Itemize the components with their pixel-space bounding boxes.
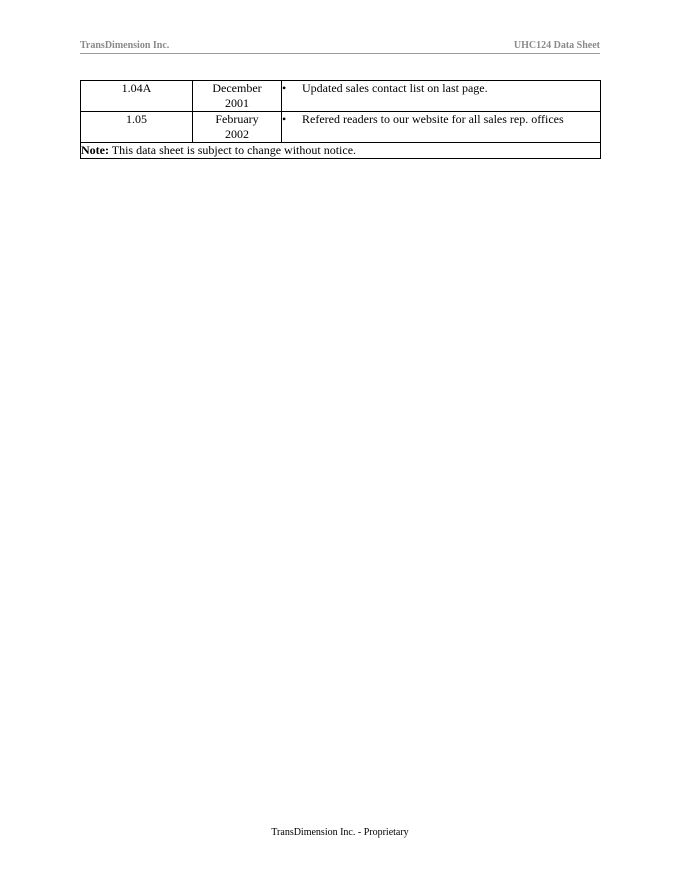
change-cell [282, 112, 601, 143]
note-text: This data sheet is subject to change without notice. [108, 143, 357, 157]
header-company: TransDimension Inc. [80, 40, 170, 51]
note-cell [81, 143, 601, 159]
date-month: December [212, 81, 262, 95]
table-row [81, 81, 601, 112]
date-cell [193, 81, 282, 112]
table-row [81, 112, 601, 143]
revision-history-table [80, 80, 601, 159]
change-text: Refered readers to our website for all sales rep. offices [302, 112, 564, 126]
change-cell [282, 81, 601, 112]
bullet-icon: • [282, 81, 287, 95]
version-cell: 1.04A [81, 81, 193, 112]
table-row-note [81, 143, 601, 159]
page-header [80, 40, 600, 54]
list-item [282, 81, 600, 96]
note-label: Note: [81, 143, 109, 157]
bullet-icon: • [282, 112, 287, 126]
date-cell [193, 112, 282, 143]
date-year: 2001 [225, 96, 249, 110]
list-item [282, 112, 600, 127]
page-footer: TransDimension Inc. - Proprietary [271, 827, 409, 838]
change-text: Updated sales contact list on last page. [302, 81, 488, 95]
date-month: February [215, 112, 259, 126]
date-year: 2002 [225, 127, 249, 141]
header-document-title: UHC124 Data Sheet [513, 40, 600, 51]
version-cell: 1.05 [81, 112, 193, 143]
